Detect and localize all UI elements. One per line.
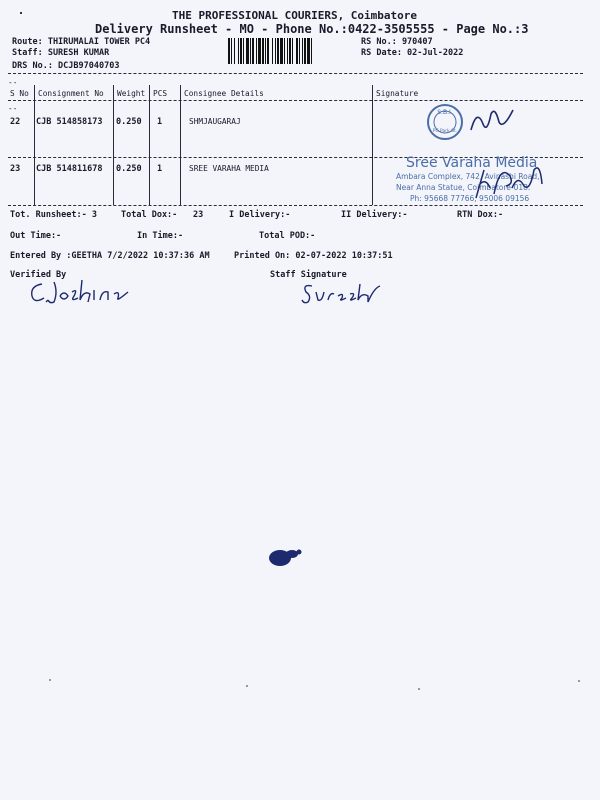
col-header-weight: Weight xyxy=(117,89,146,98)
barcode-bar xyxy=(312,38,314,64)
barcode xyxy=(228,38,356,64)
in-time: In Time:- xyxy=(137,231,184,241)
col-header-signature: Signature xyxy=(376,89,419,98)
row-sno: 23 xyxy=(10,164,21,174)
column-rule xyxy=(372,85,373,205)
seal-text-bottom: PC Park St. xyxy=(432,129,458,134)
company-stamp-name: Sree Varaha Media xyxy=(406,155,538,171)
column-rule xyxy=(113,85,114,205)
dash-mark: -- xyxy=(8,104,18,113)
i-delivery: I Delivery:- xyxy=(229,210,291,220)
verified-signature xyxy=(28,274,138,308)
staff-signature-label: Staff Signature xyxy=(270,270,347,280)
entered-by: Entered By :GEETHA 7/2/2022 10:37:36 AM xyxy=(10,251,210,261)
row-consignee: SREE VARAHA MEDIA xyxy=(189,164,269,173)
column-rule xyxy=(34,85,35,205)
col-header-consignee: Consignee Details xyxy=(184,89,264,98)
speck xyxy=(49,679,51,681)
company-title: THE PROFESSIONAL COURIERS, Coimbatore xyxy=(172,9,418,22)
row-sno: 22 xyxy=(10,117,21,127)
seal-text-top: S.B.I. xyxy=(437,109,453,116)
verified-by-label: Verified By xyxy=(10,270,67,280)
col-header-pcs: PCS xyxy=(153,89,168,98)
drs-label: DRS No.: DCJB97040703 xyxy=(12,61,120,71)
printed-on: Printed On: 02-07-2022 10:37:51 xyxy=(234,251,393,261)
row-consignment: CJB 514858173 xyxy=(36,117,103,127)
row-weight: 0.250 xyxy=(116,164,142,174)
total-dox-label: Total Dox:- xyxy=(121,210,178,220)
company-stamp-address-1: Ambara Complex, 742, Avinashi Road, xyxy=(396,172,540,181)
row-weight: 0.250 xyxy=(116,117,142,127)
row-consignment: CJB 514811678 xyxy=(36,164,103,174)
column-rule xyxy=(180,85,181,205)
out-time: Out Time:- xyxy=(10,231,62,241)
ink-blot xyxy=(266,546,306,570)
staff-label: Staff: SURESH KUMAR xyxy=(12,48,110,58)
company-stamp-phone: Ph: 95668 77766, 95006 09156 xyxy=(410,194,530,203)
rtn-dox: RTN Dox:- xyxy=(457,210,504,220)
divider xyxy=(8,205,583,206)
row-pcs: 1 xyxy=(157,117,163,127)
rs-date: RS Date: 02-Jul-2022 xyxy=(361,48,464,58)
speck xyxy=(418,688,420,690)
col-header-sno: S No xyxy=(10,89,29,98)
signature-row23 xyxy=(470,158,550,202)
speck xyxy=(20,12,22,14)
seal-stamp xyxy=(425,100,525,146)
row-consignee: SHMJAUGARAJ xyxy=(189,117,241,126)
tot-runsheet: Tot. Runsheet:- 3 xyxy=(10,210,97,220)
rs-number: RS No.: 970407 xyxy=(361,37,433,47)
divider xyxy=(8,73,583,74)
total-pod: Total POD:- xyxy=(259,231,316,241)
route-label: Route: THIRUMALAI TOWER PC4 xyxy=(12,37,151,47)
speck xyxy=(246,685,248,687)
ii-delivery: II Delivery:- xyxy=(341,210,408,220)
column-rule xyxy=(149,85,150,205)
company-stamp-address-2: Near Anna Statue, Coimbatore-018. xyxy=(396,183,531,192)
dash-mark: -- xyxy=(8,78,18,87)
staff-signature xyxy=(300,278,384,306)
col-header-consignment: Consignment No xyxy=(38,89,104,98)
runsheet-subtitle: Delivery Runsheet - MO - Phone No.:0422-3505555 - Page No.:3 xyxy=(95,22,529,36)
row-pcs: 1 xyxy=(157,164,163,174)
total-dox-value: 23 xyxy=(193,210,204,220)
speck xyxy=(578,680,580,682)
